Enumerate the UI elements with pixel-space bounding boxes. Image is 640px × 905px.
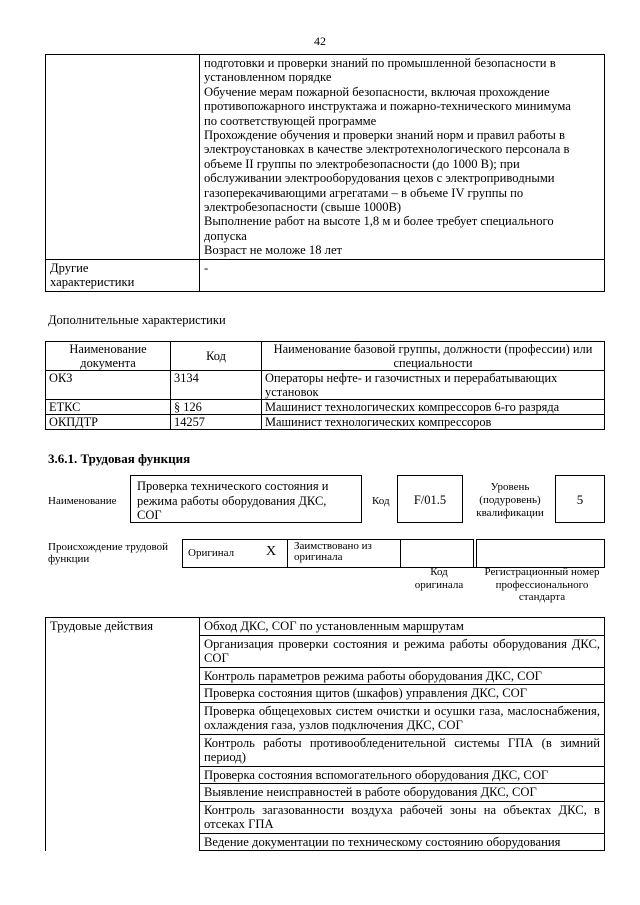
requirements-label-cell: [46, 55, 200, 260]
code-cell: 14257: [171, 415, 262, 430]
requirement-line: Выполнение работ на высоте 1,8 м и более требует специального: [204, 214, 554, 229]
registration-number-cell: [476, 539, 605, 568]
table-row: [46, 618, 605, 636]
additional-characteristics-title: Дополнительные характеристики: [48, 313, 226, 327]
action-item: Контроль работы противообледенительной системы ГПА (в зимний период): [200, 734, 605, 766]
original-code-caption: Код оригинала: [414, 566, 464, 591]
action-item: Организация проверки состояния и режима работы оборудования ДКС, СОГ: [200, 635, 605, 667]
requirement-line: электробезопасности (свыше 1000В): [204, 200, 402, 215]
qualification-level-box: 5: [555, 475, 605, 523]
function-code-label: Код: [372, 495, 390, 507]
page-number: 42: [314, 34, 326, 48]
action-item: Ведение документации по техническому состоянию оборудования: [200, 833, 605, 851]
requirement-line: обслуживании электрооборудования цехов с электроприводными: [204, 171, 555, 186]
additional-characteristics-table: [45, 341, 605, 430]
requirement-line: электроустановках в качестве электротехнологического персонала в: [204, 142, 570, 157]
labour-actions-table: [45, 617, 605, 851]
other-characteristics-value: -: [200, 259, 605, 291]
function-name-label: Наименование: [48, 495, 117, 507]
requirements-text-cell: [200, 55, 605, 260]
requirement-line: Прохождение обучения и проверки знаний норм и правил работы в: [204, 128, 565, 143]
action-item: Проверка общецеховых систем очистки и осушки газа, маслоснабжения, охлаждения газа, узлов подключения ДКС, СОГ: [200, 702, 605, 734]
section-title: 3.6.1. Трудовая функция: [48, 451, 191, 466]
requirement-line: Обучение мерам пожарной безопасности, включая прохождение: [204, 84, 550, 99]
requirements-table: [45, 54, 605, 292]
borrowed-label: Заимствовано из оригинала: [294, 540, 372, 563]
name-cell: Машинист технологических компрессоров 6-го разряда: [262, 400, 605, 415]
table-row: [46, 415, 605, 430]
requirement-line: допуска: [204, 228, 247, 243]
requirement-line: противопожарного инструктажа и пожарно-технического минимума: [204, 99, 571, 114]
name-cell: Машинист технологических компрессоров: [262, 415, 605, 430]
registration-number-caption: Регистрационный номер профессионального стандарта: [484, 566, 600, 603]
action-item: Обход ДКС, СОГ по установленным маршрутам: [200, 618, 605, 636]
doc-cell: ОКПДТР: [46, 415, 171, 430]
header-group: Наименование базовой группы, должности (профессии) или специальности: [262, 342, 605, 371]
original-code-cell: [400, 539, 477, 568]
name-cell: Операторы нефте- и газочистных и перерабатывающих установок: [262, 371, 605, 400]
origin-label: Происхождение трудовой функции: [48, 541, 169, 565]
action-item: Контроль параметров режима работы оборудования ДКС, СОГ: [200, 667, 605, 685]
labour-actions-label: Трудовые действия: [46, 618, 200, 851]
table-row: [46, 371, 605, 400]
table-row: [46, 400, 605, 415]
requirement-line: по соответствующей программе: [204, 113, 377, 128]
original-cell: Оригинал: [182, 539, 288, 568]
qualification-level-label: Уровень (подуровень) квалификации: [476, 481, 544, 519]
code-cell: § 126: [171, 400, 262, 415]
code-cell: 3134: [171, 371, 262, 400]
requirement-line: газоперекачивающими агрегатами – в объеме IV группы по: [204, 185, 524, 200]
other-characteristics-label: Другие характеристики: [46, 259, 200, 291]
action-item: Проверка состояния вспомогательного оборудования ДКС, СОГ: [200, 766, 605, 784]
table-header-row: [46, 342, 605, 371]
requirement-line: Возраст не моложе 18 лет: [204, 243, 343, 258]
original-mark: X: [266, 544, 277, 559]
action-item: Выявление неисправностей в работе оборудования ДКС, СОГ: [200, 784, 605, 802]
requirement-line: объеме II группы по электробезопасности (до 1000 В); при: [204, 156, 520, 171]
function-name-box: Проверка технического состояния и режима работы оборудования ДКС, СОГ: [130, 475, 362, 523]
doc-cell: ОКЗ: [46, 371, 171, 400]
function-code-box: F/01.5: [397, 475, 463, 523]
header-document: Наименование документа: [46, 342, 171, 371]
requirement-line: установленном порядке: [204, 70, 332, 85]
requirement-line: подготовки и проверки знаний по промышленной безопасности в: [204, 56, 556, 70]
doc-cell: ЕТКС: [46, 400, 171, 415]
header-code: Код: [171, 342, 262, 371]
action-item: Проверка состояния щитов (шкафов) управления ДКС, СОГ: [200, 685, 605, 703]
action-item: Контроль загазованности воздуха рабочей зоны на объектах ДКС, в отсеках ГПА: [200, 801, 605, 833]
